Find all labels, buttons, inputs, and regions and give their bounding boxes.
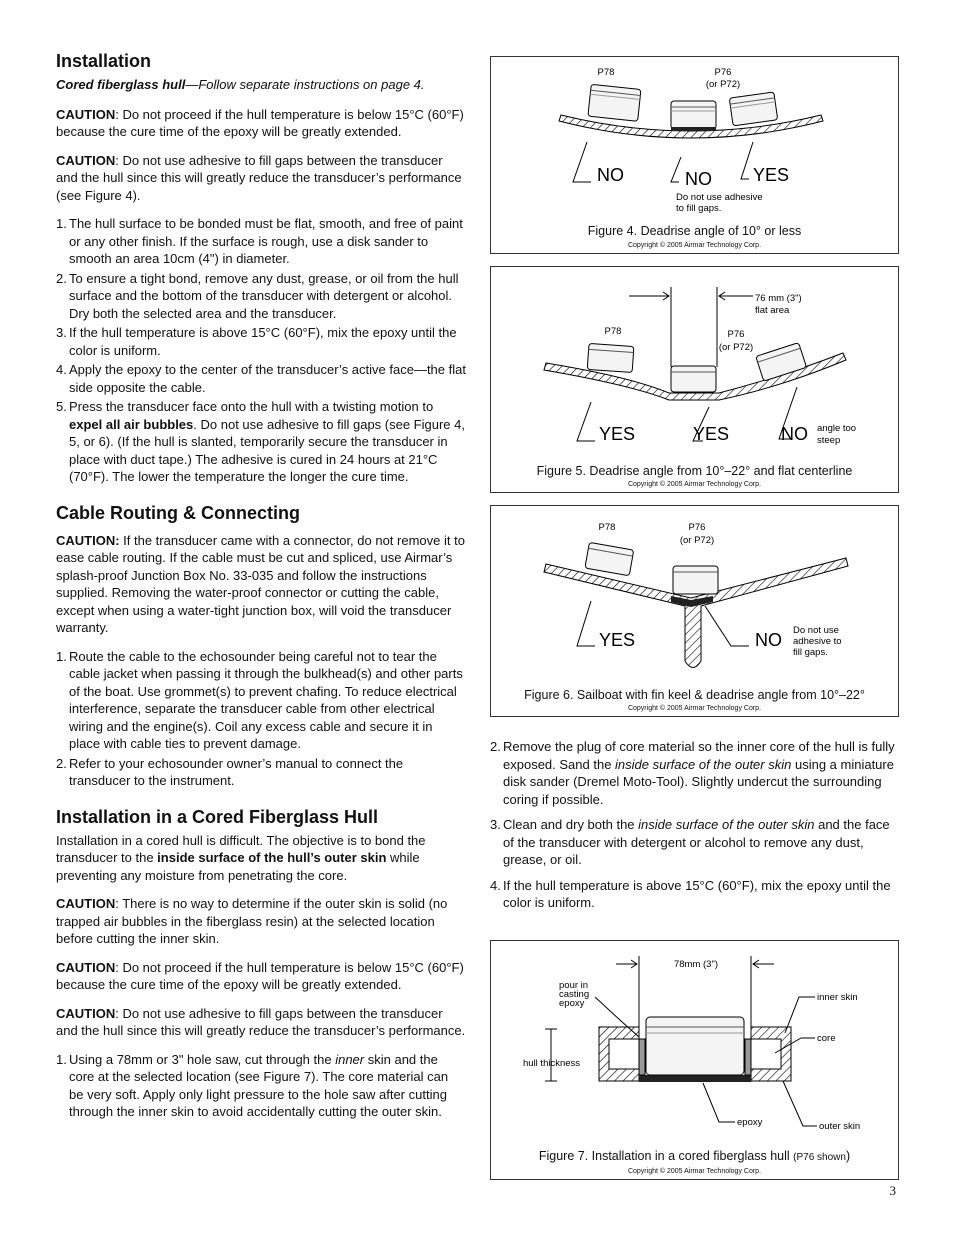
step-number: 3.: [56, 325, 67, 340]
list-item: [56, 398, 466, 486]
step-text: If the hull temperature is above 15°C (60°F), mix the epoxy until the color is uniform.: [503, 877, 891, 910]
list-item: [490, 877, 900, 912]
copyright: Copyright © 2005 Airmar Technology Corp.: [627, 1168, 762, 1175]
label-pour: pour in: [559, 980, 589, 991]
copyright: Copyright © 2005 Airmar Technology Corp.: [627, 242, 762, 249]
dimension-arrow: [719, 292, 753, 300]
dimension-label: 76 mm (3"): [755, 293, 802, 304]
figure-5-caption: Figure 5. Deadrise angle from 10°–22° and flat centerline: [536, 464, 853, 478]
label-p76: P76: [688, 522, 706, 533]
cable-steps: [56, 648, 466, 790]
list-item: [490, 738, 900, 808]
step-text: and the face of the transducer with detergent or alcohol to remove any dust, grease, or oil.: [503, 817, 890, 867]
step-number: 2.: [56, 270, 67, 286]
list-item: [56, 1051, 466, 1121]
note-line: Do not use adhesive: [676, 192, 763, 203]
caption-text: Figure 7. Installation in a cored fiberglass hull: [538, 1149, 794, 1163]
figure-7-caption: [491, 1149, 898, 1163]
step-number: 4.: [490, 877, 501, 893]
label-p76: P76: [727, 329, 745, 340]
pointer-line: [577, 601, 595, 646]
cored-note-rest: —Follow separate instructions on page 4.: [185, 77, 425, 92]
step-text: . Do not use adhesive to fill gaps (see Figure 4, 5, or 6). (If the hull is slanted, temporarily secure the transducer in place with duct tape.) The adhesive is cured in 24 hours at 21°C (70°F). The lower the temperature the longer the cure time.: [69, 416, 465, 484]
caption-end: ): [845, 1149, 851, 1163]
cored-steps-right: [490, 738, 900, 912]
label-yes: YES: [753, 165, 790, 185]
installation-steps: [56, 215, 466, 486]
epoxy-layer: [639, 1075, 751, 1082]
dimension-arrow: [629, 292, 669, 300]
label-p76: P76: [714, 67, 732, 78]
caution-label: CAUTION: [56, 1005, 116, 1021]
label-yes: YES: [599, 630, 636, 650]
caution-temperature: [56, 106, 466, 141]
pointer-line: [573, 142, 591, 182]
caution-text: : Do not use adhesive to fill gaps between the transducer and the hull since this will greatly reduce the transducer’s performance.: [56, 1005, 466, 1038]
dimension-label: flat area: [755, 305, 790, 316]
list-item: [56, 270, 466, 323]
note-line: fill gaps.: [793, 647, 828, 658]
step-text: To ensure a tight bond, remove any dust, grease, or oil from the hull surface and the bottom of the transducer with detergent or alcohol. Dry both the selected area and the transducer.: [69, 270, 459, 321]
transducer-p76-right: [729, 92, 777, 126]
step-number: 1.: [56, 648, 67, 664]
cored-note: [56, 76, 466, 94]
casting-epoxy-left: [639, 1039, 645, 1075]
label-core: core: [817, 1033, 836, 1044]
step-number: 1.: [56, 1051, 67, 1067]
step-number: 3.: [490, 817, 501, 832]
figure-6: [490, 505, 899, 717]
dimension-arrow: [616, 960, 637, 968]
caution-text: If the transducer came with a connector, do not remove it to ease cable routing. If the cable must be cut and spliced, use Airmar’s splash-proof Junction Box No. 33-035 and follow the instructions supplied. Removing the water-proof connector or cutting the cable, except when using a water-tight junction box, will void the transducer warranty.: [56, 532, 465, 635]
caution-label: CAUTION: [56, 106, 116, 122]
caution-text: : Do not proceed if the hull temperature is below 15°C (60°F) because the cure time of the epoxy will be greatly extended.: [56, 959, 464, 992]
transducer-p78: [587, 343, 634, 372]
step-text: The hull surface to be bonded must be flat, smooth, and free of paint or any other finish. If the surface is rough, use a disk sander to smooth an area 10cm (4") in diameter.: [69, 216, 463, 266]
step-italic: inner: [335, 1051, 365, 1067]
pointer-line: [783, 1081, 817, 1126]
label-p78: P78: [604, 326, 622, 337]
caution-text: : There is no way to determine if the outer skin is solid (no trapped air bubbles in the fiberglass resin) at the selected location before cutting the inner skin.: [56, 896, 448, 946]
right-column: [490, 738, 900, 923]
transducer-p78: [588, 84, 641, 121]
label-p72: (or P72): [679, 535, 715, 546]
transducer-p76-center: [671, 366, 716, 392]
list-item: [56, 755, 466, 790]
step-number: 2.: [490, 739, 501, 754]
step-text: Route the cable to the echosounder being careful not to tear the cable jacket when passing it through the bulkhead(s) and other parts of the boat. Use grommet(s) to prevent chafing. To reduce electrical interference, separate the transducer cable from other electrical wiring and the engine(s). Coil any excess cable and secure it in place with cable ties to prevent damage.: [69, 648, 463, 751]
figure-7: [490, 940, 899, 1180]
caution-text: : Do not use adhesive to fill gaps between the transducer and the hull since this will greatly reduce the transducer’s performance (see Figure 4).: [56, 152, 462, 203]
note-line: to fill gaps.: [676, 203, 722, 214]
step-text: Apply the epoxy to the center of the transducer’s active face—the flat side opposite the cable.: [69, 362, 466, 395]
figure-6-diagram: [491, 506, 898, 716]
core-right: [751, 1039, 781, 1069]
note-line: adhesive to: [793, 636, 842, 647]
pointer-line: [741, 142, 753, 179]
label-pour: epoxy: [559, 998, 585, 1009]
step-text: Refer to your echosounder owner’s manual to connect the transducer to the instrument.: [69, 755, 404, 788]
page-number: 3: [889, 1183, 896, 1198]
label-inner-skin: inner skin: [817, 992, 858, 1003]
caution-adhesive: [56, 152, 466, 205]
step-text: Remove the plug of core material so the inner core of the hull is fully exposed. Sand the: [503, 739, 895, 772]
step-number: 1.: [56, 216, 67, 231]
label-hull-thickness: hull thickness: [523, 1058, 581, 1069]
pointer-line: [671, 157, 681, 182]
transducer-p76: [646, 1017, 744, 1075]
transducer-p78: [585, 542, 634, 575]
figure-4: [490, 56, 899, 254]
step-text: Press the transducer face onto the hull with a twisting motion to: [69, 399, 434, 414]
intro-text: Installation in a cored hull is difficult. The objective is to bond the transducer to the: [56, 832, 426, 865]
step-text: Clean and dry both the: [503, 817, 639, 832]
intro-bold: inside surface of the hull’s outer skin: [157, 850, 387, 865]
note-line: steep: [817, 435, 841, 446]
label-p78: P78: [598, 522, 616, 533]
core-left: [609, 1039, 639, 1069]
label-outer-skin: outer skin: [819, 1121, 861, 1132]
intro-text: while preventing any moisture from penetrating the core.: [56, 850, 420, 883]
label-epoxy: epoxy: [737, 1117, 763, 1128]
caution-label: CAUTION: [56, 896, 116, 911]
caution-outer-skin: [56, 895, 466, 948]
figure-7-diagram: [491, 941, 898, 1179]
label-no: NO: [597, 165, 624, 185]
figure-6-caption: Figure 6. Sailboat with fin keel & deadrise angle from 10°–22°: [524, 688, 865, 702]
label-yes: YES: [693, 424, 730, 444]
list-item: [56, 324, 466, 359]
cored-note-bold: Cored fiberglass hull: [56, 77, 186, 92]
pointer-line: [577, 402, 595, 441]
casting-epoxy-right: [745, 1039, 751, 1075]
label-no: NO: [755, 630, 782, 650]
left-column: [56, 50, 466, 1132]
cable-heading: Cable Routing & Connecting: [56, 502, 300, 523]
caution-connector: [56, 532, 466, 637]
label-yes: YES: [599, 424, 636, 444]
cored-intro: [56, 832, 466, 885]
label-pour: casting: [559, 989, 590, 1000]
label-no: NO: [781, 424, 808, 444]
step-text: Using a 78mm or 3" hole saw, cut through the: [69, 1051, 336, 1067]
step-text: If the hull temperature is above 15°C (60°F), mix the epoxy until the color is uniform.: [69, 325, 457, 358]
dimension-arrow: [753, 960, 774, 968]
caution-temperature: [56, 959, 466, 994]
label-p72: (or P72): [718, 342, 754, 353]
copyright: Copyright © 2005 Airmar Technology Corp.: [627, 705, 762, 712]
pointer-line: [703, 1083, 735, 1122]
step-number: 4.: [56, 362, 67, 377]
transducer-p76-center: [671, 101, 716, 131]
list-item: [56, 361, 466, 396]
copyright: Copyright © 2005 Airmar Technology Corp.: [627, 481, 762, 488]
label-p72: (or P72): [705, 79, 741, 90]
caution-label: CAUTION: [56, 959, 116, 975]
transducer-p76: [673, 566, 718, 594]
step-text: using a miniature disk sander (Dremel Moto-Tool). Slightly undercut the surrounding coring if possible.: [503, 756, 894, 807]
installation-heading: Installation: [56, 51, 152, 71]
dimension-label: 78mm (3"): [673, 959, 719, 970]
caution-label: CAUTION:: [56, 532, 120, 548]
caption-small: (P76 shown: [793, 1152, 846, 1163]
figure-5-diagram: [491, 267, 898, 492]
caution-text: : Do not proceed if the hull temperature is below 15°C (60°F) because the cure time of the epoxy will be greatly extended.: [56, 106, 464, 139]
pointer-line: [705, 606, 749, 646]
note-line: Do not use: [793, 625, 839, 636]
caution-label: CAUTION: [56, 152, 116, 168]
figure-4-caption: Figure 4. Deadrise angle of 10° or less: [587, 224, 802, 238]
step-text: skin and the core at the selected location (see Figure 7). The core material can be very soft. Apply only light pressure to the hole saw after cutting through the inner skin to avoid accidentally cutting the outer skin.: [69, 1051, 449, 1119]
step-number: 5.: [56, 399, 67, 414]
label-p78: P78: [597, 67, 615, 78]
note-line: angle too: [817, 423, 857, 434]
list-item: [56, 215, 466, 268]
figure-5: [490, 266, 899, 493]
list-item: [56, 648, 466, 753]
step-number: 2.: [56, 755, 67, 771]
step-bold: expel all air bubbles: [69, 416, 194, 432]
cored-heading: Installation in a Cored Fiberglass Hull: [56, 806, 379, 827]
step-italic: inside surface of the outer skin: [638, 817, 815, 832]
step-italic: inside surface of the outer skin: [615, 756, 792, 772]
label-no: NO: [685, 169, 712, 189]
list-item: [490, 816, 900, 869]
cored-steps-left: [56, 1051, 466, 1121]
caution-adhesive: [56, 1005, 466, 1040]
